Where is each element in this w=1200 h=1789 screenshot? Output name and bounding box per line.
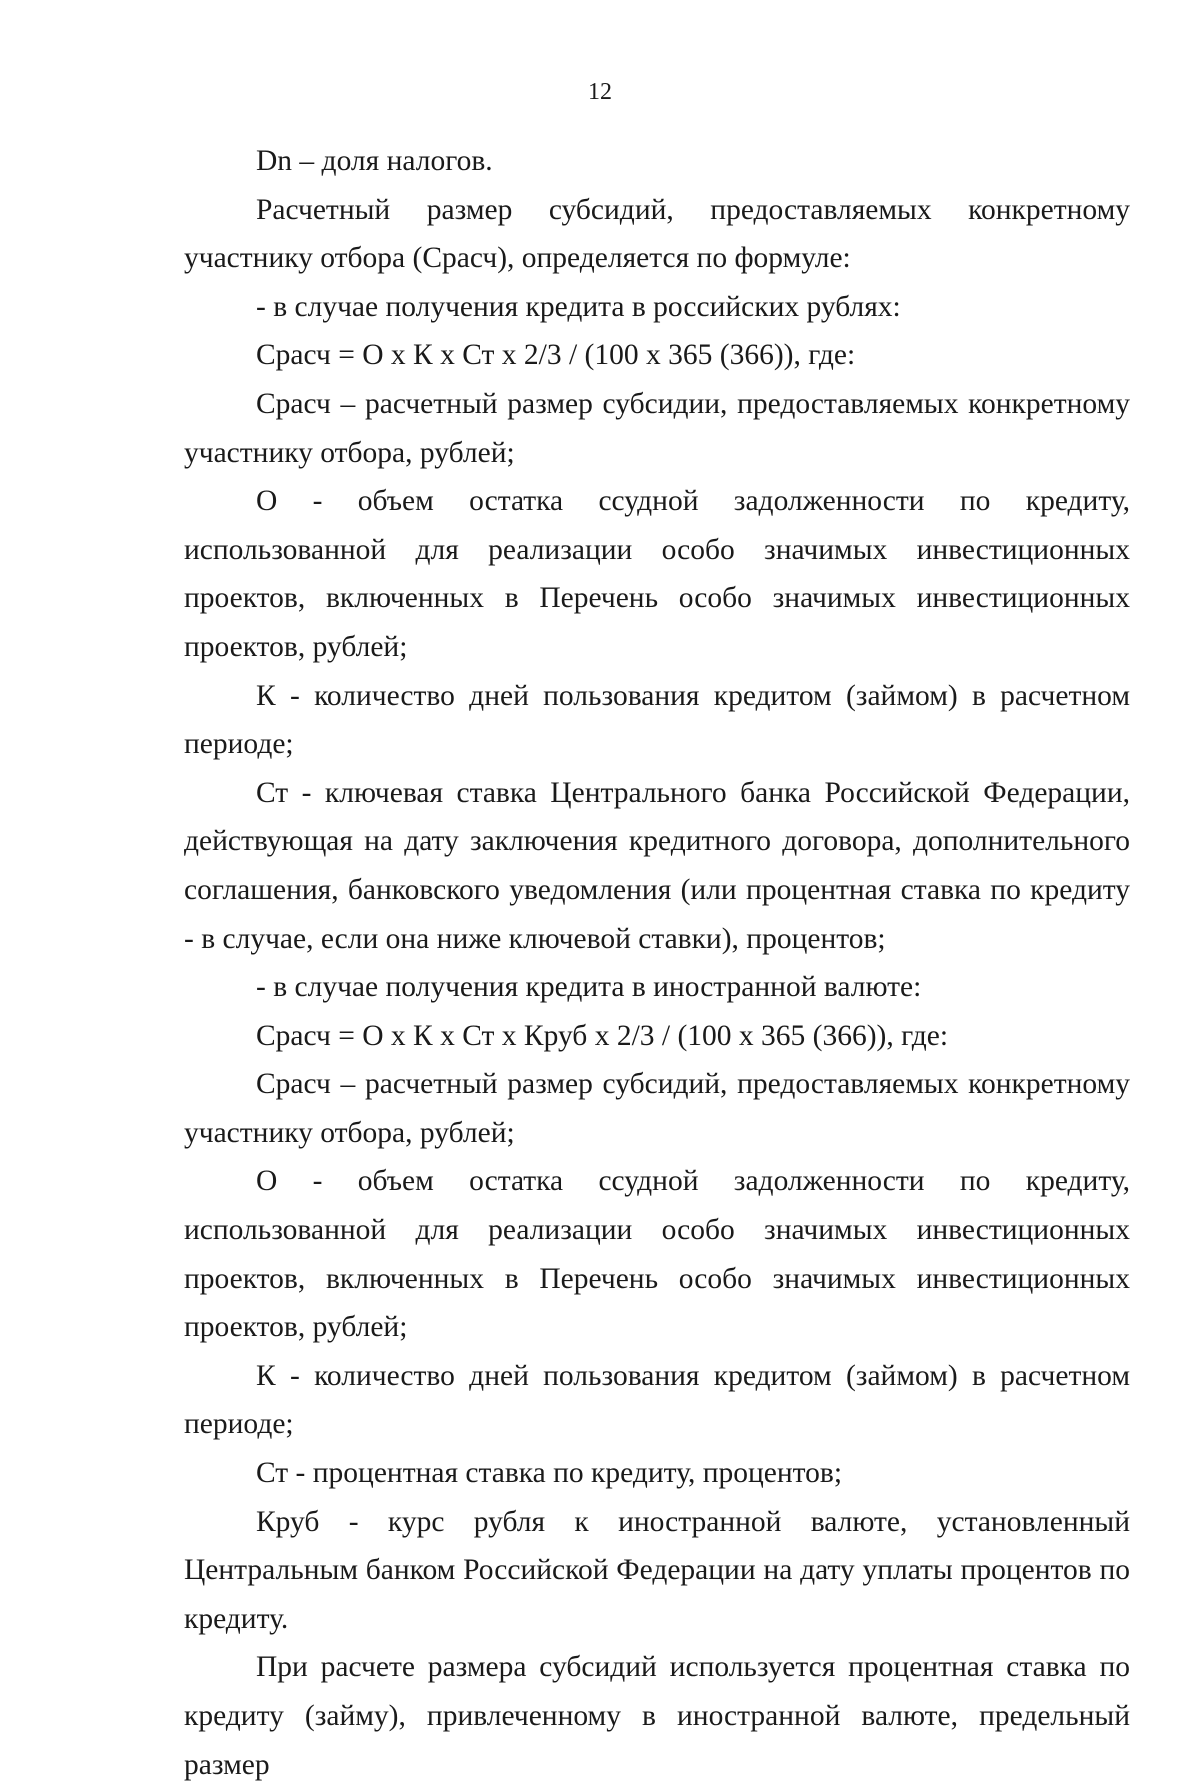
paragraph-srasch-definition-2: Срасч – расчетный размер субсидий, предоставляемых конкретному участнику отбора, рублей; (184, 1068, 1130, 1149)
formula-foreign-currency: Срасч = О х К х Ст х Круб х 2/3 / (100 х 365 (366)), где: (256, 1019, 949, 1052)
paragraph-k-definition-2: К - количество дней пользования кредитом (займом) в расчетном периоде; (184, 1359, 1130, 1441)
paragraph-rubles-case: - в случае получения кредита в российских рублях: (256, 290, 901, 323)
paragraph-k-definition: К - количество дней пользования кредитом (займом) в расчетном периоде; (184, 679, 1130, 761)
formula-rubles: Срасч = О х К х Ст х 2/3 / (100 х 365 (366)), где: (256, 339, 856, 372)
paragraph-calculation-rate: При расчете размера субсидий используется процентная ставка по кредиту (займу), привлеченному в иностранной валюте, предельный размер (184, 1651, 1130, 1781)
paragraph-o-definition-2: О - объем остатка ссудной задолженности по кредиту, использованной для реализации особо значимых инвестиционных проектов, включенных в Перечень особо значимых инвестиционных проектов, рублей; (184, 1165, 1130, 1344)
paragraph-foreign-currency-case: - в случае получения кредита в иностранной валюте: (256, 971, 922, 1004)
paragraph-krub-definition: Круб - курс рубля к иностранной валюте, установленный Центральным банком Российской Федерации на дату уплаты процентов по кредиту. (184, 1505, 1130, 1635)
paragraph-subsidy-intro: Расчетный размер субсидий, предоставляемых конкретному участнику отбора (Срасч), определяется по формуле: (184, 193, 1130, 275)
paragraph-srasch-definition: Срасч – расчетный размер субсидии, предоставляемых конкретному участнику отбора, рублей; (184, 387, 1130, 469)
paragraph-o-definition: О - объем остатка ссудной задолженности по кредиту, использованной для реализации особо значимых инвестиционных проектов, включенных в Перечень особо значимых инвестиционных проектов, рублей; (184, 485, 1130, 663)
paragraph-dn-definition: Dn – доля налогов. (256, 145, 493, 177)
paragraph-st-definition-2: Ст - процентная ставка по кредиту, процентов; (256, 1457, 843, 1490)
document-body (184, 137, 1130, 1789)
page-number: 12 (588, 79, 612, 105)
paragraph-st-definition: Ст - ключевая ставка Центрального банка Российской Федерации, действующая на дату заключения кредитного договора, дополнительного соглашения, банковского уведомления (или процентная ставка по кредиту - в случае, если она ниже ключевой ставки), процентов; (184, 776, 1130, 955)
